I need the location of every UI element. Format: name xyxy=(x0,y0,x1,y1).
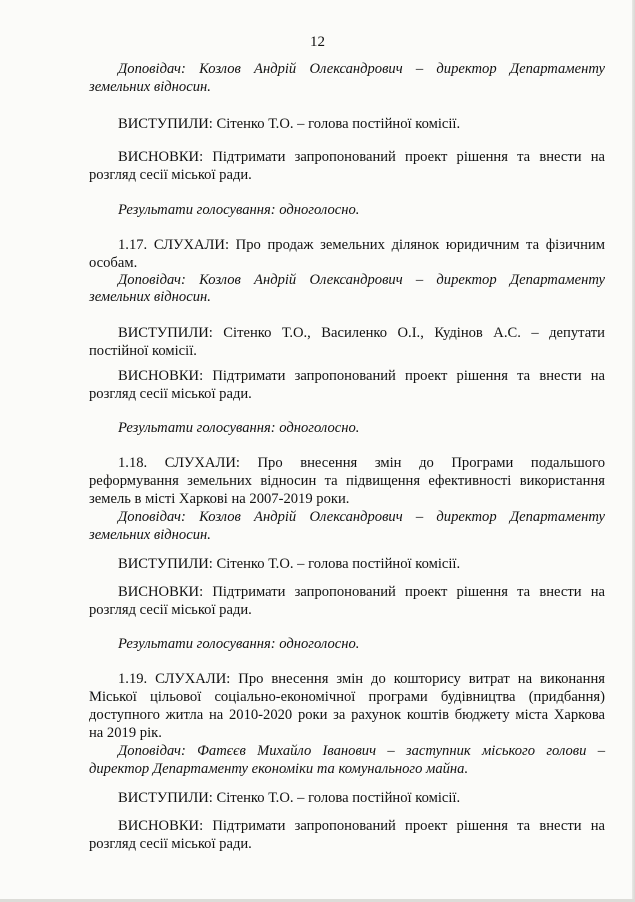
conclusion-line: розгляд сесії міської ради. xyxy=(89,386,252,402)
agenda-heading: реформування земельних відносин та підвищення ефективності використання xyxy=(89,473,605,489)
speakers-line: ВИСТУПИЛИ: Сітенко Т.О. – голова постійної комісії. xyxy=(118,116,461,132)
speaker-line: директор Департаменту економіки та комунального майна. xyxy=(89,761,469,777)
agenda-heading: 1.17. СЛУХАЛИ: Про продаж земельних ділянок юридичним та фізичним xyxy=(118,237,605,253)
vote-result: Результати голосування: одноголосно. xyxy=(118,420,360,436)
agenda-heading: на 2019 рік. xyxy=(89,725,162,741)
agenda-heading: особам. xyxy=(89,255,138,271)
agenda-heading: Міської цільової соціально-економічної програми будівництва (придбання) xyxy=(89,689,605,705)
speakers-line: ВИСТУПИЛИ: Сітенко Т.О., Василенко О.І., Кудінов А.С. – депутати xyxy=(118,325,605,341)
conclusion-line: ВИСНОВКИ: Підтримати запропонований проект рішення та внести на xyxy=(118,818,605,834)
speaker-line: земельних відносин. xyxy=(89,79,211,95)
speaker-line: Доповідач: Фатєєв Михайло Іванович – заступник міського голови – xyxy=(118,743,605,759)
vote-result: Результати голосування: одноголосно. xyxy=(118,636,360,652)
conclusion-line: розгляд сесії міської ради. xyxy=(89,836,252,852)
speaker-line: Доповідач: Козлов Андрій Олександрович – директор Департаменту xyxy=(118,61,605,77)
speaker-line: Доповідач: Козлов Андрій Олександрович – директор Департаменту xyxy=(118,509,605,525)
speaker-line: земельних відносин. xyxy=(89,289,211,305)
conclusion-line: ВИСНОВКИ: Підтримати запропонований проект рішення та внести на xyxy=(118,368,605,384)
conclusion-line: ВИСНОВКИ: Підтримати запропонований проект рішення та внести на xyxy=(118,584,605,600)
speaker-line: земельних відносин. xyxy=(89,527,211,543)
agenda-heading: 1.19. СЛУХАЛИ: Про внесення змін до кошторису витрат на виконання xyxy=(118,671,605,687)
speakers-line: ВИСТУПИЛИ: Сітенко Т.О. – голова постійної комісії. xyxy=(118,556,461,572)
page-number: 12 xyxy=(310,34,325,50)
vote-result: Результати голосування: одноголосно. xyxy=(118,202,360,218)
conclusion-line: ВИСНОВКИ: Підтримати запропонований проект рішення та внести на xyxy=(118,149,605,165)
speaker-line: Доповідач: Козлов Андрій Олександрович – директор Департаменту xyxy=(118,272,605,288)
conclusion-line: розгляд сесії міської ради. xyxy=(89,602,252,618)
agenda-heading: земель в місті Харкові на 2007-2019 роки. xyxy=(89,491,350,507)
agenda-heading: доступного житла на 2010-2020 роки за рахунок коштів бюджету міста Харкова xyxy=(89,707,605,723)
speakers-line: постійної комісії. xyxy=(89,343,197,359)
conclusion-line: розгляд сесії міської ради. xyxy=(89,167,252,183)
agenda-heading: 1.18. СЛУХАЛИ: Про внесення змін до Програми подальшого xyxy=(118,455,605,471)
speakers-line: ВИСТУПИЛИ: Сітенко Т.О. – голова постійної комісії. xyxy=(118,790,461,806)
